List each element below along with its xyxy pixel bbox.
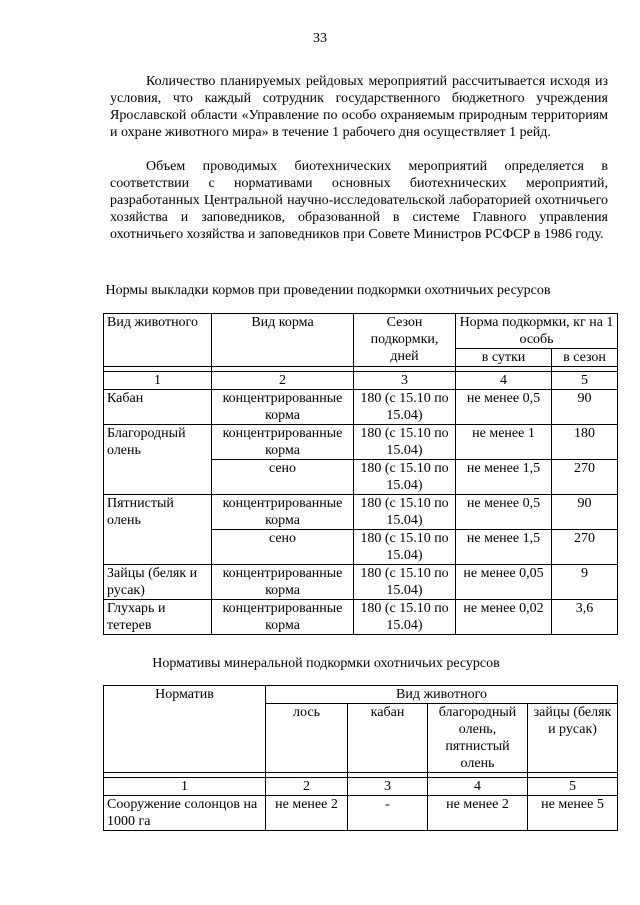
- cell-deer: не менее 2: [428, 796, 528, 831]
- page-number: 33: [313, 31, 327, 46]
- cell-boar: -: [348, 796, 428, 831]
- cell-per-season: 3,6: [552, 600, 618, 635]
- column-number: 2: [266, 778, 348, 796]
- cell-animal: Глухарь и тетерев: [104, 600, 212, 635]
- table-row: [104, 796, 618, 831]
- table-row: [104, 425, 618, 460]
- column-numbers-row: [104, 372, 618, 390]
- column-number: 1: [104, 372, 212, 390]
- table2-caption: Нормативы минеральной подкормки охотничьих ресурсов: [152, 656, 500, 671]
- cell-season: 180 (с 15.10 по 15.04): [354, 600, 456, 635]
- cell-feed: концентрированные корма: [212, 565, 354, 600]
- mineral-feeding-table: [103, 685, 618, 831]
- cell-per-day: не менее 1,5: [456, 530, 552, 565]
- header-per-season: в сезон: [552, 349, 618, 367]
- header-animal: Вид животного: [104, 314, 212, 367]
- cell-season: 180 (с 15.10 по 15.04): [354, 390, 456, 425]
- column-number: 4: [456, 372, 552, 390]
- cell-per-season: 270: [552, 460, 618, 495]
- column-number: 5: [528, 778, 618, 796]
- column-number: 1: [104, 778, 266, 796]
- table1-caption: Нормы выкладки кормов при проведении подкормки охотничьих ресурсов: [105, 283, 551, 298]
- cell-hares: не менее 5: [528, 796, 618, 831]
- cell-per-day: не менее 0,5: [456, 495, 552, 530]
- cell-animal: Зайцы (беляк и русак): [104, 565, 212, 600]
- cell-per-season: 90: [552, 495, 618, 530]
- header-hares: зайцы (беляк и русак): [528, 704, 618, 773]
- cell-normative: Сооружение солонцов на 1000 га: [104, 796, 266, 831]
- column-number: 3: [354, 372, 456, 390]
- cell-per-day: не менее 1: [456, 425, 552, 460]
- header-elk: лось: [266, 704, 348, 773]
- cell-animal: Пятнистый олень: [104, 495, 212, 565]
- column-number: 2: [212, 372, 354, 390]
- cell-animal: Благородный олень: [104, 425, 212, 495]
- cell-feed: концентрированные корма: [212, 425, 354, 460]
- cell-per-day: не менее 1,5: [456, 460, 552, 495]
- header-animal: Вид животного: [266, 686, 618, 704]
- cell-elk: не менее 2: [266, 796, 348, 831]
- cell-season: 180 (с 15.10 по 15.04): [354, 530, 456, 565]
- feed-norms-table: [103, 313, 618, 635]
- cell-feed: концентрированные корма: [212, 495, 354, 530]
- header-season: Сезон подкормки, дней: [354, 314, 456, 367]
- cell-season: 180 (с 15.10 по 15.04): [354, 565, 456, 600]
- cell-per-season: 90: [552, 390, 618, 425]
- cell-feed: сено: [212, 530, 354, 565]
- column-number: 3: [348, 778, 428, 796]
- cell-season: 180 (с 15.10 по 15.04): [354, 460, 456, 495]
- table-row: [104, 390, 618, 425]
- paragraph-biotechnical-events: Объем проводимых биотехнических мероприятий определяется в соответствии с нормативами основных биотехнических мероприятий, разработанных Центральной научно-исследовательской лабораторией охотничьего хозяйства и заповедников, образованной в системе Главного управления охотничьего хозяйства и заповедников при Совете Министров РСФСР в 1986 году.: [110, 159, 608, 242]
- table-row: [104, 565, 618, 600]
- cell-per-day: не менее 0,02: [456, 600, 552, 635]
- header-norm: Норма подкормки, кг на 1 особь: [456, 314, 618, 349]
- cell-per-season: 270: [552, 530, 618, 565]
- header-normative: Норматив: [104, 686, 266, 773]
- cell-feed: концентрированные корма: [212, 600, 354, 635]
- table-row: [104, 495, 618, 530]
- paragraph-raid-events: Количество планируемых рейдовых мероприятий рассчитывается исходя из условия, что каждый сотрудник государственного бюджетного учреждения Ярославской области «Управление по особо охраняемым природным территориям и охране животного мира» в течение 1 рабочего дня осуществляет 1 рейд.: [110, 74, 608, 140]
- cell-feed: сено: [212, 460, 354, 495]
- header-per-day: в сутки: [456, 349, 552, 367]
- cell-feed: концентрированные корма: [212, 390, 354, 425]
- header-boar: кабан: [348, 704, 428, 773]
- cell-season: 180 (с 15.10 по 15.04): [354, 495, 456, 530]
- column-number: 5: [552, 372, 618, 390]
- column-number: 4: [428, 778, 528, 796]
- table-row: [104, 600, 618, 635]
- cell-animal: Кабан: [104, 390, 212, 425]
- header-deer: благородный олень, пятнистый олень: [428, 704, 528, 773]
- cell-per-season: 180: [552, 425, 618, 460]
- cell-per-day: не менее 0,5: [456, 390, 552, 425]
- header-feed: Вид корма: [212, 314, 354, 367]
- column-numbers-row: [104, 778, 618, 796]
- cell-season: 180 (с 15.10 по 15.04): [354, 425, 456, 460]
- cell-per-season: 9: [552, 565, 618, 600]
- cell-per-day: не менее 0,05: [456, 565, 552, 600]
